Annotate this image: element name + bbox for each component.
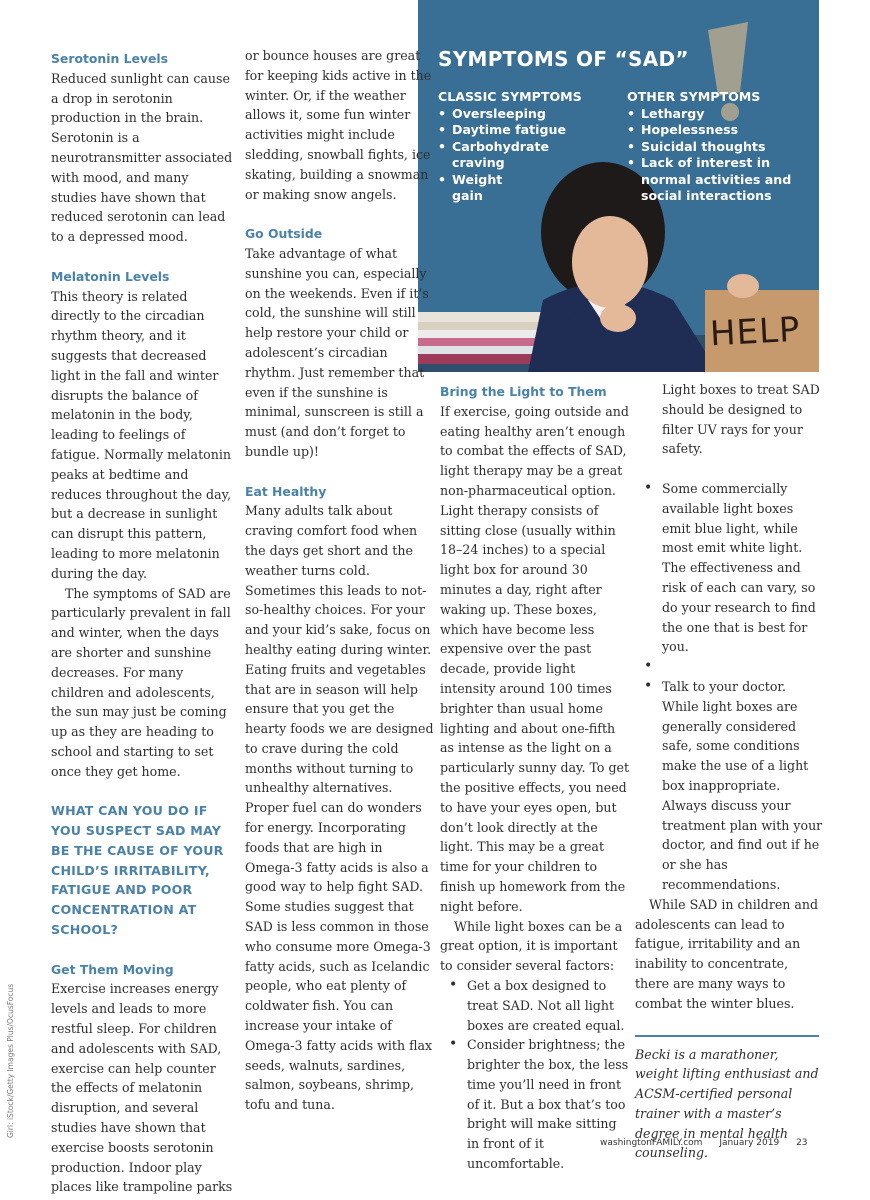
column-1 [51,49,236,1197]
page-footer [600,1138,822,1148]
list-item: • Get a box designed to treat SAD. Not all light boxes are created equal. [440,976,630,1035]
heading-eat: Eat Healthy [245,483,327,499]
footer-issue: January 2019 [719,1138,780,1148]
list-item: • Some commercially available light boxes emit blue light, while most emit white light. The effectiveness and risk of each can vary, so do your research to find the one that is best for you. [635,479,823,657]
paragraph: Light boxes to treat SAD should be designed to filter UV rays for your safety. [662,382,820,457]
paragraph: This theory is related directly to the circadian rhythm theory, and it suggests that decreased light in the fall and winter disrupts the balance of melatonin in the body, leading to feelings of fatigue. Normally melatonin peaks at bedtime and reduces throughout the day, but a decrease in sunlight can disrupt this pattern, leading to more melatonin during the day. [51,288,232,581]
list-item: • Weight gain [438,172,518,205]
callout-question: WHAT CAN YOU DO IF YOU SUSPECT SAD MAY BE THE CAUSE OF YOUR CHILD’S IRRITABILITY, FATIGUE AND POOR CONCENTRATION AT SCHOOL? [51,803,224,938]
list-item: • Carbohydrate craving [438,139,548,172]
paragraph: The symptoms of SAD are particularly prevalent in fall and winter, when the days are shorter and sunshine decreases. For many children and adolescents, the sun may just be coming up as they are heading to school and starting to set once they get home. [51,585,231,779]
classic-list [438,106,613,205]
column-3 [440,382,630,1174]
paragraph: Take advantage of what sunshine you can, especially on the weekends. Even if it’s cold, the sunshine will still help restore your child or adolescent’s circadian rhythm. Just remember that even if the sunshine is minimal, sunscreen is still a must (and don’t forget to bundle up)! [245,245,429,459]
list-item: • Hopelessness [627,122,812,139]
list-item: • Talk to your doctor. While light boxes are generally considered safe, some conditions make the use of a light box inappropriate. Always discuss your treatment plan with your doctor, and find out if he or she has recommendations. [635,677,823,895]
heading-melatonin: Melatonin Levels [51,268,170,284]
symptoms-sidebar [418,0,819,372]
classic-heading: CLASSIC SYMPTOMS [438,89,582,104]
paragraph: While light boxes can be a great option, it is important to consider several factors: [440,918,623,974]
classic-symptoms [438,89,613,205]
divider [635,1035,819,1037]
other-symptoms [627,89,812,205]
spacer [635,657,823,677]
list-item: • Daytime fatigue [438,122,613,139]
paragraph: While SAD in children and adolescents can lead to fatigue, irritability and an inability to concentrate, there are many ways to combat the winter blues. [635,896,819,1011]
footer-site: washingtonFAMILY.com [600,1138,703,1148]
heading-light: Bring the Light to Them [440,384,607,399]
paragraph: Many adults talk about craving comfort food when the days get short and the weather turns cold. Sometimes this leads to not-so-healthy choices. For your and your kid’s sake, focus on healthy eating during winter. Eating fruits and vegetables that are in season will help ensure that you get the hearty foods we are designed to crave during the cold months without turning to unhealthy alternatives. Proper fuel can do wonders for energy. Incorporating foods that are high in Omega-3 fatty acids is also a good way to help fight SAD. Some studies suggest that SAD is less common in those who consume more Omega-3 fatty acids, such as Icelandic people, who eat plenty of coldwater fish. You can increase your intake of Omega-3 fatty acids with flax seeds, walnuts, sardines, salmon, soybeans, shrimp, tofu and tuna. [245,503,434,1113]
list-item: • Lack of interest in normal activities and social interactions [627,155,812,205]
footer-page: 23 [796,1138,808,1148]
photo-credit: Girl: iStock/Getty Images Plus/OcusFocus [6,983,15,1138]
sidebar-title: SYMPTOMS OF “SAD” [438,47,689,71]
paragraph: Exercise increases energy levels and leads to more restful sleep. For children and adolescents with SAD, exercise can help counter the effects of melatonin disruption, and several studies have shown that exercise boosts serotonin production. Indoor play places like trampoline parks [51,981,233,1195]
list-item: • Oversleeping [438,106,613,123]
heading-outside: Go Outside [245,226,323,242]
author-bio: Becki is a marathoner, weight lifting enthusiast and ACSM-certified personal trainer with a master’s degree in mental health counseling. [635,1046,819,1161]
list-item: • Suicidal thoughts [627,139,812,156]
heading-serotonin: Serotonin Levels [51,51,168,66]
other-heading: OTHER SYMPTOMS [627,89,761,104]
paragraph: Reduced sunlight can cause a drop in serotonin production in the brain. Serotonin is a neurotransmitter associated with mood, and many studies have shown that reduced serotonin can lead to a depressed mood. [51,70,233,245]
column-2 [245,46,435,1115]
list-item: • Consider brightness; the brighter the box, the less time you’ll need in front of it. But a box that’s too bright will make sitting in front of it uncomfortable. [440,1035,630,1174]
list-item: • Lethargy [627,106,812,123]
paragraph: or bounce houses are great for keeping kids active in the winter. Or, if the weather allows it, some fun winter activities might include sledding, snowball fights, ice skating, building a snowman or making snow angels. [245,48,432,202]
heading-moving: Get Them Moving [51,961,174,977]
other-list [627,106,812,205]
help-sign-text: HELP [709,309,802,355]
factors-list-cont [635,479,823,895]
paragraph: If exercise, going outside and eating healthy aren’t enough to combat the effects of SAD, light therapy may be a great non-pharmaceutical option. Light therapy consists of sitting close (usually within 18–24 inches) to a special light box for around 30 minutes a day, right after waking up. These boxes, which have become less expensive over the past decade, provide light intensity around 100 times brighter than usual home lighting and about one-fifth as intense as the light on a particularly sunny day. To get the positive effects, you need to have your eyes open, but don’t look directly at the light. This may be a great time for your children to finish up homework from the night before. [440,403,630,914]
column-4 [635,380,823,1163]
